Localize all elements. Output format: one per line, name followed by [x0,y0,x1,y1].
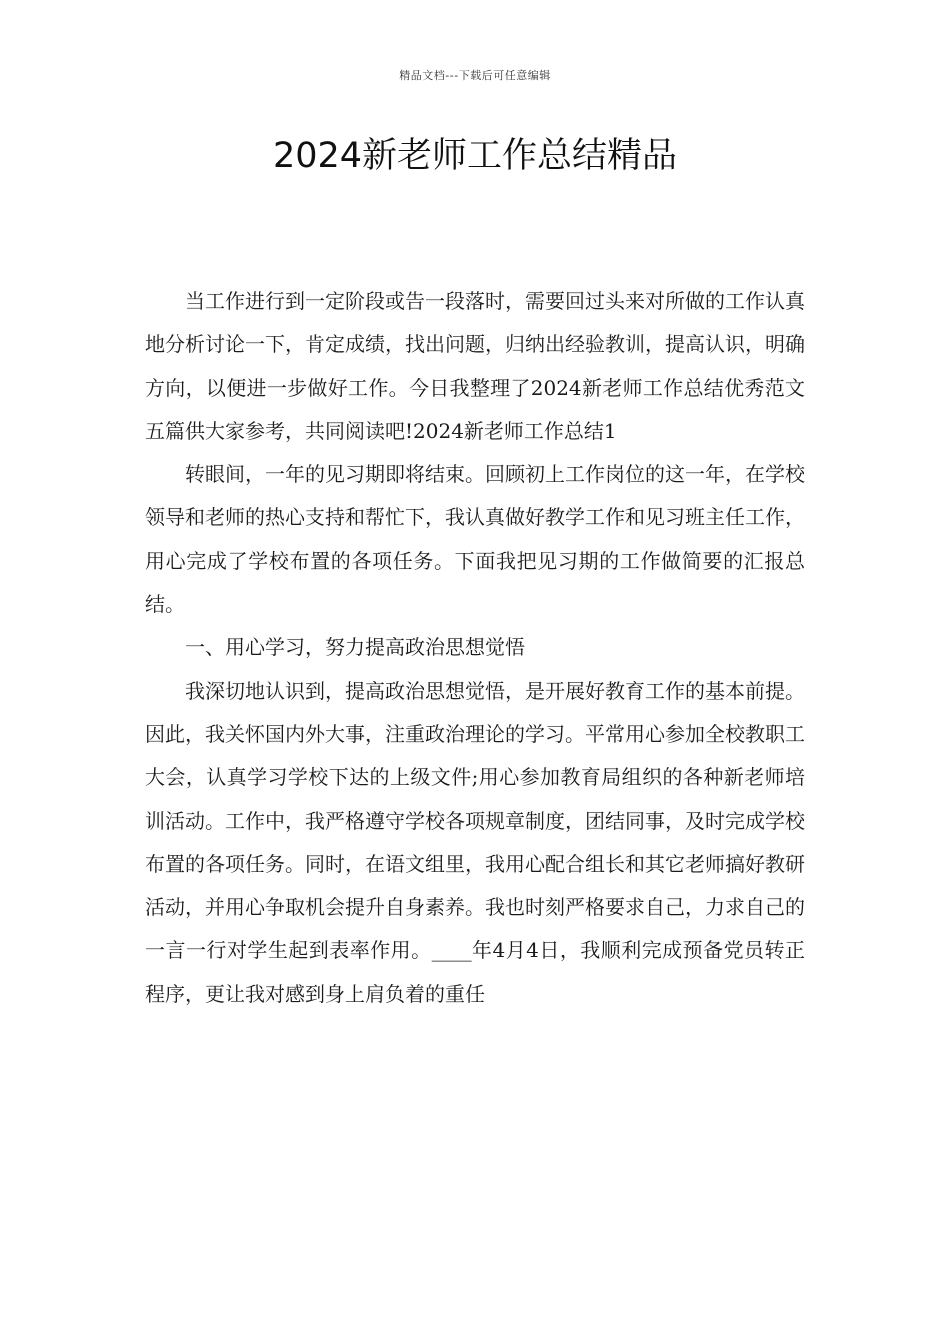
paragraph-review: 转眼间，一年的见习期即将结束。回顾初上工作岗位的这一年，在学校领导和老师的热心支持和帮忙下，我认真做好教学工作和见习班主任工作，用心完成了学校布置的各项任务。下面我把见习期的工作做简要的汇报总结。 [145,462,805,617]
document-body [145,280,805,1016]
document-title: 2024新老师工作总结精品 [272,136,678,176]
header-note: 精品文档---下载后可任意编辑 [399,69,551,82]
paragraph-political-study: 我深切地认识到，提高政治思想觉悟，是开展好教育工作的基本前提。因此，我关怀国内外大事，注重政治理论的学习。平常用心参加全校教职工大会，认真学习学校下达的上级文件;用心参加教育局组织的各种新老师培训活动。工作中，我严格遵守学校各项规章制度，团结同事，及时完成学校布置的各项任务。同时，在语文组里，我用心配合组长和其它老师搞好教研活动，并用心争取机会提升自身素养。我也时刻严格要求自己，力求自己的一言一行对学生起到表率作用。____年4月4日，我顺利完成预备党员转正程序，更让我对感到身上肩负着的重任 [145,678,805,1006]
paragraph-intro: 当工作进行到一定阶段或告一段落时，需要回过头来对所做的工作认真地分析讨论一下，肯定成绩，找出问题，归纳出经验教训，提高认识，明确方向，以便进一步做好工作。今日我整理了2024新老师工作总结优秀范文五篇供大家参考，共同阅读吧!2024新老师工作总结1 [145,289,805,443]
section-heading-1: 一、用心学习，努力提高政治思想觉悟 [185,635,525,660]
